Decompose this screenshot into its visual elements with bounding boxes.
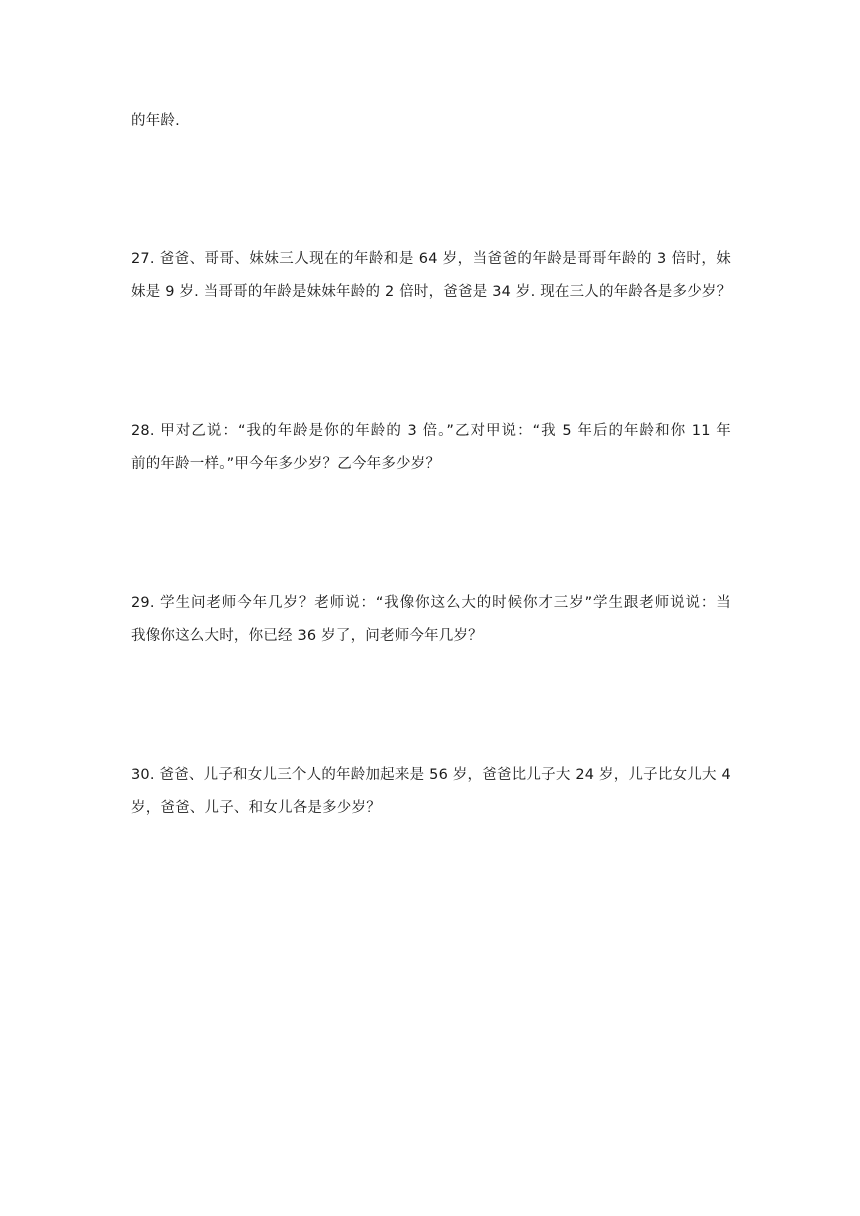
- problem-27-line-1: 27. 爸爸、哥哥、妹妹三人现在的年龄和是 64 岁，当爸爸的年龄是哥哥年龄的 3 倍时，妹: [131, 251, 731, 267]
- problem-30-line-2: 岁，爸爸、儿子、和女儿各是多少岁？: [131, 800, 381, 816]
- problem-30-line-1: 30. 爸爸、儿子和女儿三个人的年龄加起来是 56 岁，爸爸比儿子大 24 岁，儿子比女儿大 4: [131, 767, 731, 783]
- problem-29-line-2: 我像你这么大时，你已经 36 岁了，问老师今年几岁？: [131, 628, 483, 644]
- carryover-text: 的年龄.: [131, 113, 180, 129]
- problem-27-line-2: 妹是 9 岁. 当哥哥的年龄是妹妹年龄的 2 倍时，爸爸是 34 岁. 现在三人的年龄各是多少岁？: [131, 284, 732, 300]
- problem-28-line-2: 前的年龄一样。”甲今年多少岁？乙今年多少岁？: [131, 456, 441, 472]
- problem-29-line-1: 29. 学生问老师今年几岁？老师说：“我像你这么大的时候你才三岁”学生跟老师说说：当: [131, 595, 731, 611]
- problem-28-line-1: 28. 甲对乙说：“我的年龄是你的年龄的 3 倍。”乙对甲说：“我 5 年后的年龄和你 11 年: [131, 423, 731, 439]
